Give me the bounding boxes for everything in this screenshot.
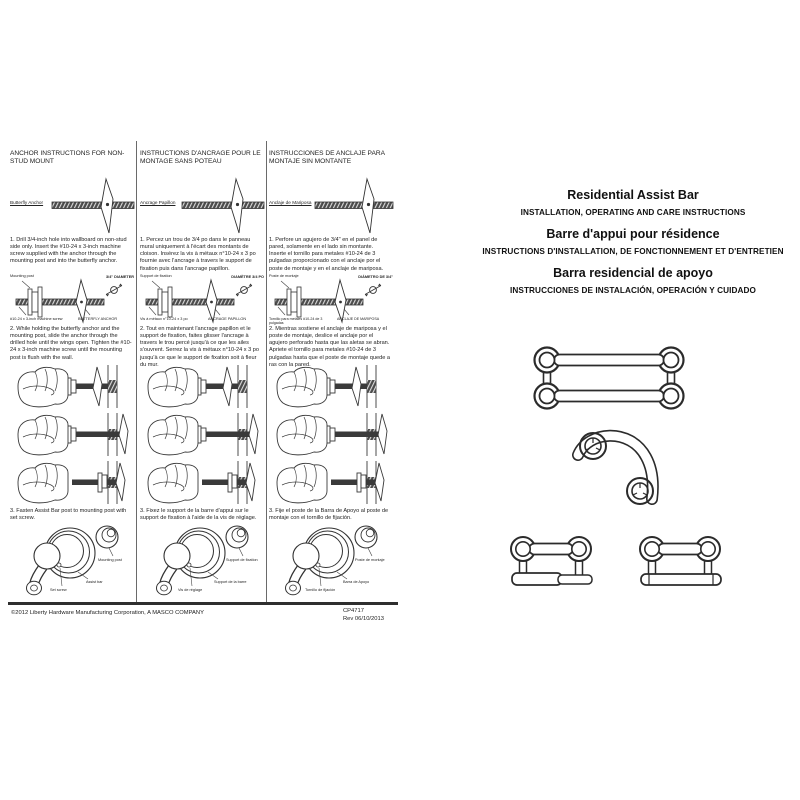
mounting-post-label: Mounting post — [10, 274, 34, 278]
instruction-step-3: 3. Fasten Assist Bar post to mounting post with set screw. — [10, 508, 127, 522]
instruction-step-1: 1. Perfore un agujero de 3/4" en el panel de pared, solamente en el lado sin montante. Inserte el tornillo para metales #10-24 de 3 pulgadas proporcionado con el anclaje por el poste de montaje y en el anclaje de mariposa. — [269, 237, 384, 272]
assist-bar-towel-bar-illustration — [635, 532, 725, 587]
assist-bar-post-figure — [269, 522, 393, 600]
hand-insert-anchor-diagram — [140, 364, 264, 409]
column-divider — [266, 141, 267, 602]
machine-screw-label: Vis à métaux n°10-24 x 3 po — [140, 317, 188, 321]
assist-bar-post-figure — [10, 522, 134, 600]
product-title-en: Residential Assist Bar — [567, 188, 699, 202]
double-assist-bar-illustration — [533, 346, 685, 410]
butterfly-anchor-callout-label: BUTTERFLY ANCHOR — [78, 317, 118, 321]
assist-bar-callout-label: Support de la barre — [214, 580, 247, 584]
anchor-assembly-figure — [10, 274, 134, 324]
mounting-post-callout-label: Poste de montaje — [355, 558, 385, 562]
butterfly-anchor-figure — [10, 176, 134, 236]
butterfly-anchor-diagram — [10, 176, 134, 236]
machine-screw-label: Tornillo para metales #10-24 de 3 pulgadas — [269, 317, 323, 326]
hand-insert-anchor-diagram — [269, 364, 393, 409]
column-header: ANCHOR INSTRUCTIONS FOR NON-STUD MOUNT — [10, 150, 125, 166]
mounting-post-callout-label: Support de fixation — [226, 558, 258, 562]
title-block — [468, 188, 798, 305]
diameter-label: 3/4" DIAMETER — [106, 275, 134, 279]
butterfly-anchor-diagram — [269, 176, 393, 236]
footer-rule — [8, 602, 398, 605]
product-title-es: Barra residencial de apoyo — [553, 266, 713, 280]
hand-installation-figures — [10, 364, 134, 505]
set-screw-callout-label: Set screw — [50, 588, 67, 592]
assist-bar-paper-holder-illustration — [506, 532, 596, 587]
column-english — [10, 150, 134, 605]
hand-tighten-flush-diagram — [10, 460, 134, 505]
anchor-assembly-figure — [140, 274, 264, 324]
column-french — [140, 150, 264, 605]
hand-insert-anchor-diagram — [10, 364, 134, 409]
hand-anchor-through-wall-diagram — [269, 412, 393, 457]
hand-tighten-flush-diagram — [269, 460, 393, 505]
mounting-post-label: Poste de montaje — [269, 274, 299, 278]
butterfly-anchor-figure — [140, 176, 264, 236]
part-number: CP4717 — [343, 608, 364, 614]
curved-assist-bar-illustration — [568, 421, 663, 509]
diameter-label: DIAMÈTRE 3/4 PO — [231, 275, 264, 279]
butterfly-anchor-diagram — [140, 176, 264, 236]
butterfly-anchor-label: Ancrage Papillon — [140, 200, 176, 205]
instruction-step-2: 2. Mientras sostiene el anclaje de mariposa y el poste de montaje, deslice el anclaje por el agujero perforado hasta que las aletas se abran. Apriete el tornillo para metales #10-24 de 3 pulgadas hasta que el poste de montaje quede a ras con la pared. — [269, 326, 390, 368]
assist-bar-callout-label: Assist bar — [86, 580, 103, 584]
assist-bar-callout-label: Barra de Apoyo — [343, 580, 370, 584]
butterfly-anchor-figure — [269, 176, 393, 236]
diameter-label: DIÁMETRO DE 3/4" — [358, 275, 393, 279]
anchor-assembly-figure — [269, 274, 393, 324]
assist-bar-post-figure — [140, 522, 264, 600]
revision-date: Rev 06/10/2013 — [343, 616, 384, 623]
instruction-step-1: 1. Percez un trou de 3/4 po dans le panneau mural uniquement à l'écart des montants de cloison. Insérez la vis à métaux n°10-24 x 3 po fournie avec l'ancrage à travers le support de fixation puis dans l'ancrage papillon. — [140, 237, 256, 272]
column-divider — [136, 141, 137, 602]
instruction-step-3: 3. Fije el poste de la Barra de Apoyo al poste de montaje con el tornillo de fijación. — [269, 508, 389, 522]
column-spanish — [269, 150, 393, 605]
butterfly-anchor-label: Anclaje de Mariposa — [269, 200, 312, 205]
machine-screw-label: #10-24 x 3-inch machine screw — [10, 317, 63, 321]
instruction-step-2: 2. While holding the butterfly anchor and the mounting post, slide the anchor through the drilled hole until the wings open. Tighten the #10-24 x 3-inch machine screw until the mounting post is flush with the wall. — [10, 326, 132, 361]
product-subtitle-es: INSTRUCCIONES DE INSTALACIÓN, OPERACIÓN Y CUIDADO — [510, 286, 756, 295]
mounting-post-callout-label: Mounting post — [98, 558, 122, 562]
column-header: INSTRUCCIONES DE ANCLAJE PARA MONTAJE SIN MONTANTE — [269, 150, 385, 166]
product-title-fr: Barre d'appui pour résidence — [546, 227, 720, 241]
hand-anchor-through-wall-diagram — [10, 412, 134, 457]
hand-installation-figures — [269, 364, 393, 505]
instruction-step-2: 2. Tout en maintenant l'ancrage papillon et le support de fixation, faites glisser l'ancrage à travers le trou percé jusqu'à ce que les ailes s'ouvrent. Serrez la vis à métaux n°10-24 x 3 po jusqu'à ce que le support de fixation soit à fleur du mur. — [140, 326, 259, 368]
butterfly-anchor-label: Butterfly Anchor — [10, 200, 44, 205]
hand-installation-figures — [140, 364, 264, 505]
butterfly-anchor-callout-label: ANCLAJE DE MARIPOSA — [337, 317, 380, 321]
instruction-step-1: 1. Drill 3/4-inch hole into wallboard on non-stud side only. Insert the #10-24 x 3-inch machine screw supplied with the anchor through the mounting post and into the butterfly anchor. — [10, 237, 127, 265]
copyright-text: ©2012 Liberty Hardware Manufacturing Corporation, A MASCO COMPANY — [11, 610, 204, 616]
mounting-post-label: Support de fixation — [140, 274, 172, 278]
instruction-step-3: 3. Fixez le support de la barre d'appui sur le support de fixation à l'aide de la vis de réglage. — [140, 508, 257, 522]
set-screw-callout-label: Vis de réglage — [178, 588, 203, 592]
hand-tighten-flush-diagram — [140, 460, 264, 505]
document-code — [343, 607, 384, 623]
butterfly-anchor-callout-label: ANCRAGE PAPILLON — [208, 317, 247, 321]
hand-anchor-through-wall-diagram — [140, 412, 264, 457]
column-header: INSTRUCTIONS D'ANCRAGE POUR LE MONTAGE SANS POTEAU — [140, 150, 261, 166]
product-subtitle-fr: INSTRUCTIONS D'INSTALLATION, DE FONCTIONNEMENT ET D'ENTRETIEN — [482, 247, 784, 256]
product-subtitle-en: INSTALLATION, OPERATING AND CARE INSTRUCTIONS — [520, 208, 746, 217]
set-screw-callout-label: Tornillo de fijación — [305, 588, 336, 592]
